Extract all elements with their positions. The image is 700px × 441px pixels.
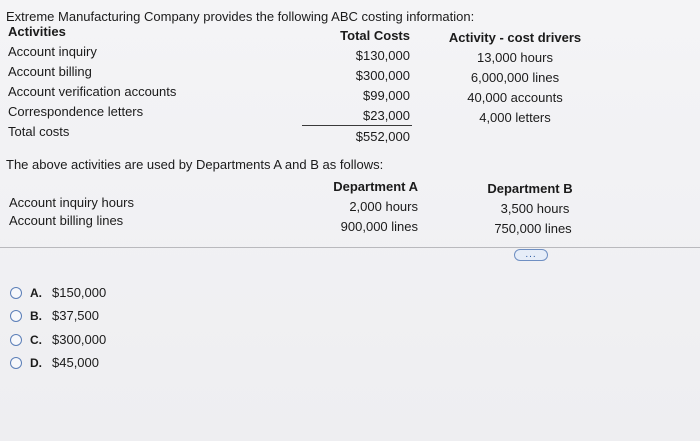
option-text: $300,000 bbox=[52, 332, 107, 347]
header-department-a: Department A bbox=[333, 179, 418, 194]
question-intro: Extreme Manufacturing Company provides the following ABC costing information: bbox=[6, 9, 475, 24]
header-cost-drivers: Activity - cost drivers bbox=[448, 30, 582, 45]
activity-cost: $300,000 bbox=[355, 68, 410, 83]
option-letter: C. bbox=[30, 332, 42, 347]
activity-driver: 13,000 hours bbox=[477, 50, 553, 65]
activity-driver: 40,000 accounts bbox=[467, 90, 563, 105]
usage-dept-a-value: 900,000 lines bbox=[340, 219, 418, 234]
activity-label: Account verification accounts bbox=[8, 84, 177, 99]
header-activities: Activities bbox=[8, 24, 66, 39]
activity-label: Account billing bbox=[8, 64, 92, 79]
activity-label: Correspondence letters bbox=[8, 104, 144, 119]
option-text: $45,000 bbox=[52, 355, 99, 370]
usage-dept-b-value: 3,500 hours bbox=[500, 201, 570, 216]
option-text: $150,000 bbox=[52, 285, 107, 300]
section-divider bbox=[0, 247, 700, 248]
answer-option-a[interactable] bbox=[10, 285, 106, 300]
answer-option-b[interactable] bbox=[10, 308, 99, 323]
option-letter: A. bbox=[30, 285, 42, 300]
usage-row-label: Account inquiry hours bbox=[9, 195, 135, 210]
total-costs-value: $552,000 bbox=[355, 129, 410, 144]
expand-more-button[interactable]: ... bbox=[514, 249, 548, 261]
activity-label: Account inquiry bbox=[8, 44, 97, 59]
activity-driver: 4,000 letters bbox=[479, 110, 551, 125]
option-letter: D. bbox=[30, 355, 42, 370]
activity-cost: $23,000 bbox=[363, 108, 410, 123]
answer-option-d[interactable] bbox=[10, 355, 99, 370]
activity-driver: 6,000,000 lines bbox=[470, 70, 560, 85]
radio-button-icon[interactable] bbox=[10, 357, 22, 369]
total-costs-label: Total costs bbox=[8, 124, 70, 139]
header-total-costs: Total Costs bbox=[340, 28, 410, 43]
usage-intro: The above activities are used by Departments A and B as follows: bbox=[6, 157, 384, 172]
radio-button-icon[interactable] bbox=[10, 334, 22, 346]
total-underline bbox=[302, 125, 412, 126]
usage-row-label: Account billing lines bbox=[9, 213, 124, 228]
usage-dept-a-value: 2,000 hours bbox=[349, 199, 418, 214]
activity-cost: $130,000 bbox=[355, 48, 410, 63]
answer-option-c[interactable] bbox=[10, 332, 106, 347]
radio-button-icon[interactable] bbox=[10, 310, 22, 322]
option-text: $37,500 bbox=[52, 308, 99, 323]
usage-dept-b-value: 750,000 lines bbox=[494, 221, 572, 236]
option-letter: B. bbox=[30, 308, 42, 323]
header-department-b: Department B bbox=[487, 181, 573, 196]
radio-button-icon[interactable] bbox=[10, 287, 22, 299]
activity-cost: $99,000 bbox=[363, 88, 410, 103]
